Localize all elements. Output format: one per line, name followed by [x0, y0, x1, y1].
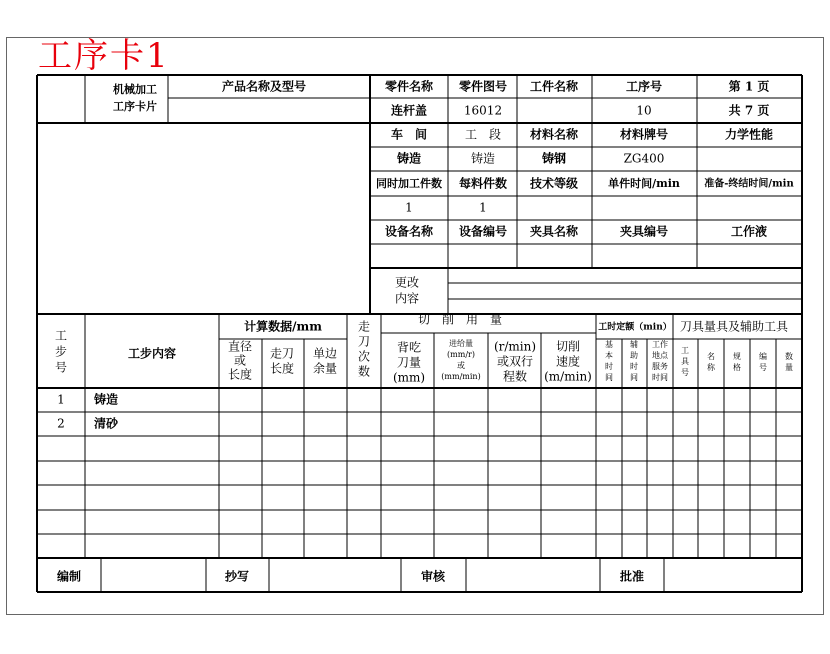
material-grade-value: ZG400 — [623, 151, 665, 166]
equipment-name-label: 设备名称 — [384, 224, 434, 239]
calculated-data-header: 计算数据/mm — [244, 319, 322, 334]
product-name-label: 产品名称及型号 — [221, 79, 307, 94]
change-content-label: 更改 — [394, 275, 420, 290]
mechanical-property-label: 力学性能 — [724, 127, 774, 142]
review-label: 审核 — [420, 569, 446, 584]
cutting-parameters-header: 切 削 用 量 — [417, 312, 503, 327]
tool-code-header: 编 — [759, 352, 767, 361]
passes-header: 数 — [357, 364, 371, 379]
diameter-length-header: 长度 — [227, 367, 253, 382]
auxiliary-time-header: 助 — [630, 351, 638, 360]
workshop-value: 铸造 — [396, 151, 422, 166]
tool-number-header: 具 — [681, 357, 689, 366]
change-content-label: 内容 — [394, 291, 420, 306]
step-number-header: 工 — [54, 328, 68, 343]
process-number-value: 10 — [636, 103, 652, 118]
cutting-speed-header: 速度 — [555, 354, 581, 369]
spindle-speed-header: (r/min) — [493, 339, 537, 354]
parts-per-blank-label: 每料件数 — [458, 176, 508, 191]
single-side-allowance-header: 余量 — [312, 361, 338, 376]
back-cut-depth-header: 背吃 — [396, 340, 422, 355]
step-number-header: 号 — [54, 360, 68, 375]
section-label: 工 段 — [464, 127, 502, 142]
material-name-label: 材料名称 — [529, 127, 579, 142]
copy-label: 抄写 — [224, 569, 250, 584]
tool-number-header: 工 — [681, 346, 689, 355]
page-number: 第 1 页 — [728, 79, 770, 94]
spindle-speed-header: 程数 — [502, 369, 528, 384]
material-grade-label: 材料牌号 — [619, 127, 669, 142]
cutting-speed-header: 切削 — [555, 339, 581, 354]
single-side-allowance-header: 单边 — [312, 346, 338, 361]
passes-header: 走 — [357, 319, 371, 334]
approve-label: 批准 — [619, 569, 645, 584]
material-name-value: 铸钢 — [541, 151, 567, 166]
service-time-header: 服务 — [652, 362, 668, 371]
feed-rate-header: (mm/min) — [441, 372, 481, 381]
time-quota-header: 工时定额（min） — [598, 322, 672, 333]
feed-rate-header: 进给量 — [449, 339, 473, 348]
feed-length-header: 走刀 — [269, 346, 295, 361]
tool-quantity-header: 量 — [785, 363, 793, 372]
basic-time-header: 本 — [605, 351, 613, 360]
basic-time-header: 时 — [605, 362, 613, 371]
workshop-label: 车 间 — [390, 127, 428, 142]
simultaneous-parts-value: 1 — [405, 200, 413, 215]
diameter-length-header: 或 — [233, 353, 247, 368]
step-content-header: 工步内容 — [127, 346, 177, 361]
step-number: 2 — [57, 416, 65, 431]
service-time-header: 工作 — [652, 340, 668, 349]
card-title: 工序卡1 — [38, 36, 170, 76]
service-time-header: 地点 — [652, 351, 668, 360]
total-pages: 共 7 页 — [728, 103, 770, 118]
basic-time-header: 间 — [605, 373, 613, 382]
coolant-label: 工作液 — [730, 224, 768, 239]
equipment-number-label: 设备编号 — [458, 224, 508, 239]
cutting-speed-header: (m/min) — [544, 369, 592, 384]
auxiliary-time-header: 间 — [630, 373, 638, 382]
tool-code-header: 号 — [759, 363, 767, 372]
card-type-label: 机械加工 — [113, 83, 157, 96]
section-value: 铸造 — [470, 151, 496, 166]
basic-time-header: 基 — [605, 340, 613, 349]
spindle-speed-header: 或双行 — [496, 354, 534, 369]
setup-time-label: 准备-终结时间/min — [704, 178, 794, 190]
feed-length-header: 长度 — [269, 361, 295, 376]
feed-rate-header: 或 — [457, 361, 465, 370]
unit-time-label: 单件时间/min — [608, 177, 680, 190]
simultaneous-parts-label: 同时加工件数 — [376, 177, 442, 190]
auxiliary-time-header: 时 — [630, 362, 638, 371]
back-cut-depth-header: (mm) — [392, 370, 426, 385]
auxiliary-time-header: 辅 — [630, 340, 638, 349]
technical-grade-label: 技术等级 — [529, 176, 579, 191]
service-time-header: 时间 — [652, 373, 668, 382]
part-number-label: 零件图号 — [458, 79, 508, 94]
process-number-label: 工序号 — [625, 79, 663, 94]
tool-name-header: 名 — [707, 352, 715, 361]
tool-name-header: 称 — [707, 363, 715, 372]
back-cut-depth-header: 刀量 — [396, 355, 422, 370]
passes-header: 次 — [357, 349, 371, 364]
card-type-label: 工序卡片 — [113, 100, 157, 113]
passes-header: 刀 — [357, 334, 371, 349]
diameter-length-header: 直径 — [227, 339, 253, 354]
step-content: 清砂 — [94, 416, 119, 431]
tool-number-header: 号 — [681, 368, 689, 377]
fixture-number-label: 夹具编号 — [619, 224, 669, 239]
tool-quantity-header: 数 — [785, 352, 793, 361]
part-number-value: 16012 — [463, 103, 503, 118]
compile-label: 编制 — [56, 569, 82, 584]
step-number-header: 步 — [54, 344, 68, 359]
tools-header: 刀具量具及辅助工具 — [679, 319, 789, 334]
feed-rate-header: (mm/r) — [447, 350, 475, 359]
part-name-value: 连杆盖 — [390, 103, 428, 118]
process-name-label: 工件名称 — [529, 79, 579, 94]
tool-spec-header: 规 — [733, 352, 741, 361]
fixture-name-label: 夹具名称 — [529, 224, 579, 239]
step-number: 1 — [57, 392, 65, 407]
part-name-label: 零件名称 — [384, 79, 434, 94]
parts-per-blank-value: 1 — [479, 200, 487, 215]
step-content: 铸造 — [94, 392, 119, 407]
tool-spec-header: 格 — [733, 363, 741, 372]
